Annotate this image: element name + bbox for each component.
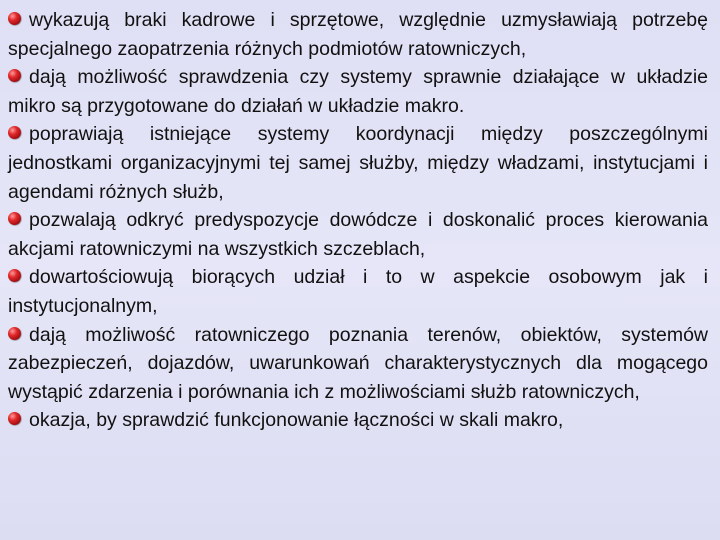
bullet-text: wykazują braki kadrowe i sprzętowe, względnie uzmysławiają potrzebę specjalnego zaopatrzenia różnych podmiotów ratowniczych, <box>8 9 708 60</box>
bullet-text: pozwalają odkryć predyspozycje dowódcze i doskonalić proces kierowania akcjami ratowniczymi na wszystkich szczeblach, <box>8 209 708 260</box>
red-ball-bullet-icon <box>8 126 21 139</box>
bullet-text: dają możliwość ratowniczego poznania terenów, obiektów, systemów zabezpieczeń, dojazdów, uwarunkowań charakterystycznych dla mogącego wystąpić zdarzenia i porównania ich z możliwościami służb ratowniczych, <box>8 323 708 403</box>
bullet-text: poprawiają istniejące systemy koordynacji między poszczególnymi jednostkami organizacyjnymi tej samej służby, między władzami, instytucjami i agendami różnych służb, <box>8 123 708 203</box>
red-ball-bullet-icon <box>8 412 21 425</box>
bullet-text: okazja, by sprawdzić funkcjonowanie łączności w skali makro, <box>29 409 564 432</box>
bullet-item <box>8 6 708 63</box>
bullet-item <box>8 263 708 320</box>
bullet-item <box>8 120 708 206</box>
red-ball-bullet-icon <box>8 69 21 82</box>
red-ball-bullet-icon <box>8 12 21 25</box>
bullet-text: dowartościowują biorących udział i to w aspekcie osobowym jak i instytucjonalnym, <box>8 266 708 317</box>
red-ball-bullet-icon <box>8 269 21 282</box>
bullet-item <box>8 206 708 263</box>
red-ball-bullet-icon <box>8 327 21 340</box>
red-ball-bullet-icon <box>8 212 21 225</box>
bullet-text: dają możliwość sprawdzenia czy systemy sprawnie działające w układzie mikro są przygotowane do działań w układzie makro. <box>8 66 708 117</box>
bullet-item <box>8 63 708 120</box>
bullet-item <box>8 321 708 407</box>
bullet-list <box>8 6 708 435</box>
bullet-item <box>8 406 708 435</box>
